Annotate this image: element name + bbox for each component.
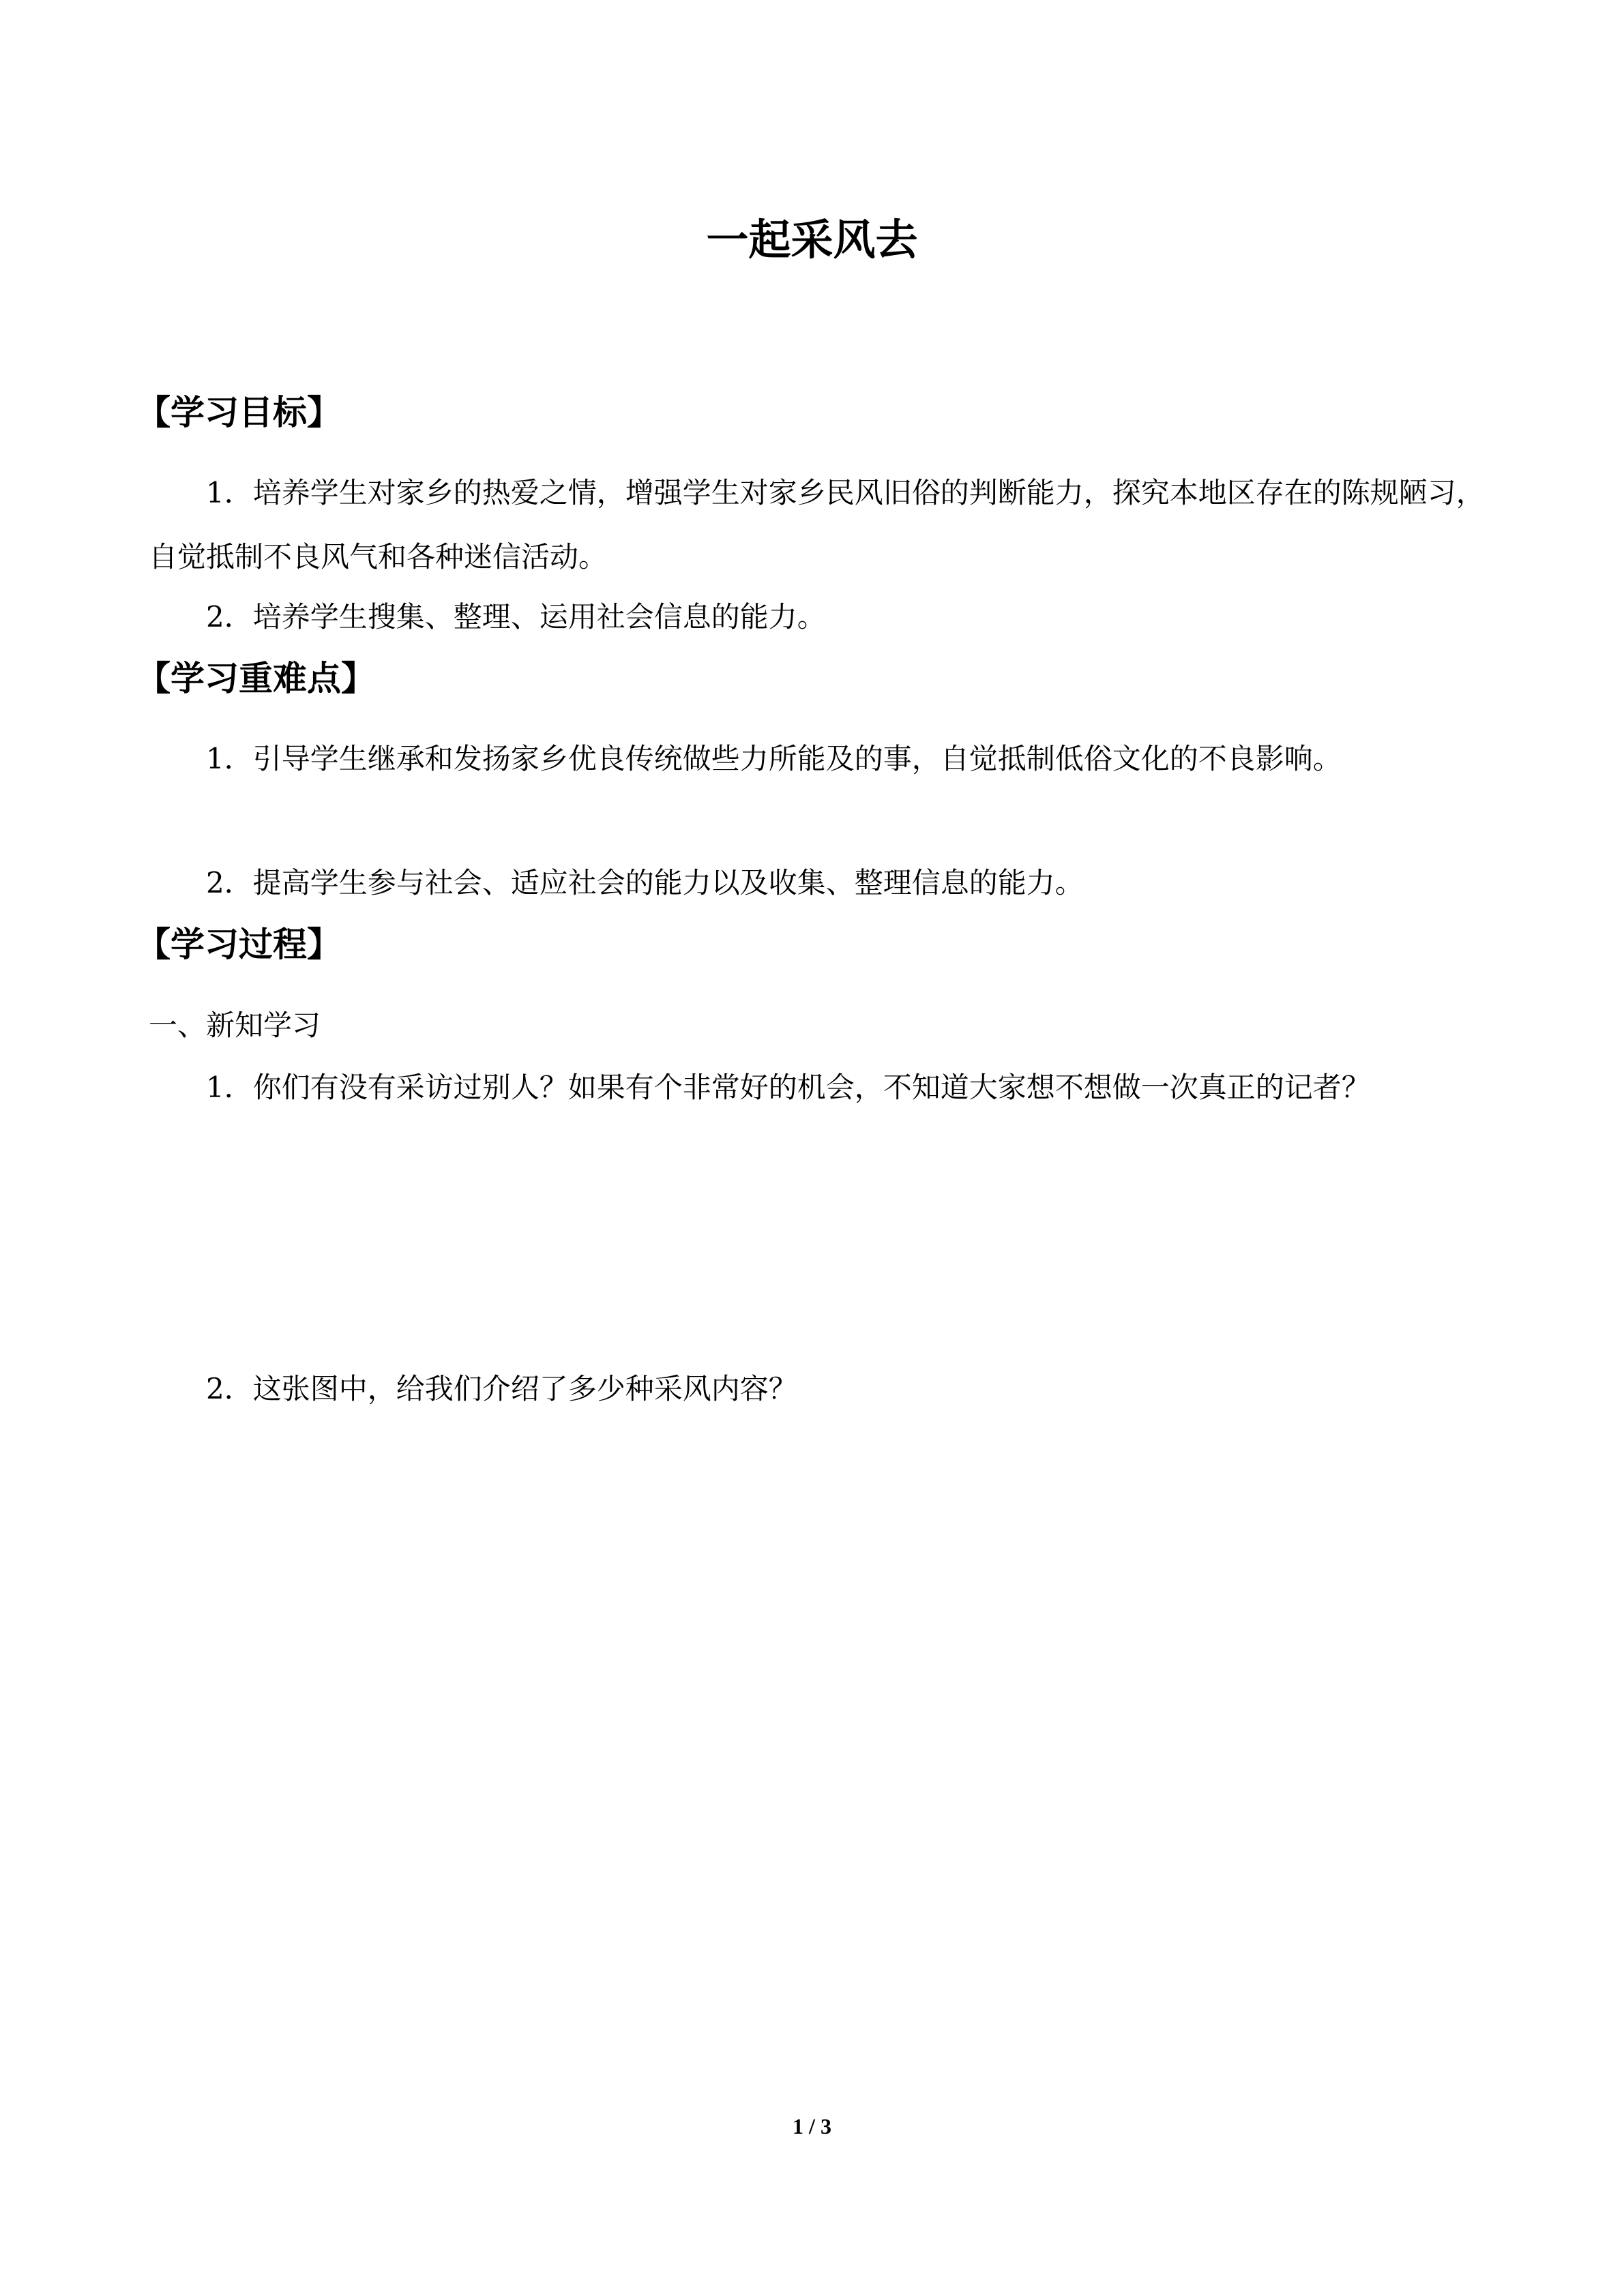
objective-paragraph-1: 1．培养学生对家乡的热爱之情，增强学生对家乡民风旧俗的判断能力，探究本地区存在的陈规陋习，自觉抵制不良风气和各种迷信活动。 <box>149 476 1485 573</box>
section-heading-key-points: 【学习重难点】 <box>136 659 375 698</box>
page-number: 1 / 3 <box>793 2114 831 2138</box>
process-question-2: 2．这张图中，给我们介绍了多少种采风内容？ <box>206 1372 797 1405</box>
process-question-1: 1．你们有没有采访过别人？如果有个非常好的机会，不知道大家想不想做一次真正的记者？ <box>206 1071 1370 1104</box>
subsection-heading-new-knowledge: 一、新知学习 <box>149 1009 321 1042</box>
key-point-paragraph-2: 2．提高学生参与社会、适应社会的能力以及收集、整理信息的能力。 <box>206 866 1084 899</box>
objective-paragraph-2: 2．培养学生搜集、整理、运用社会信息的能力。 <box>206 600 826 633</box>
key-point-paragraph-1: 1．引导学生继承和发扬家乡优良传统做些力所能及的事，自觉抵制低俗文化的不良影响。 <box>206 742 1342 775</box>
page-title: 一起采风去 <box>706 215 918 265</box>
section-heading-process: 【学习过程】 <box>136 925 341 964</box>
section-heading-objectives: 【学习目标】 <box>136 393 341 432</box>
